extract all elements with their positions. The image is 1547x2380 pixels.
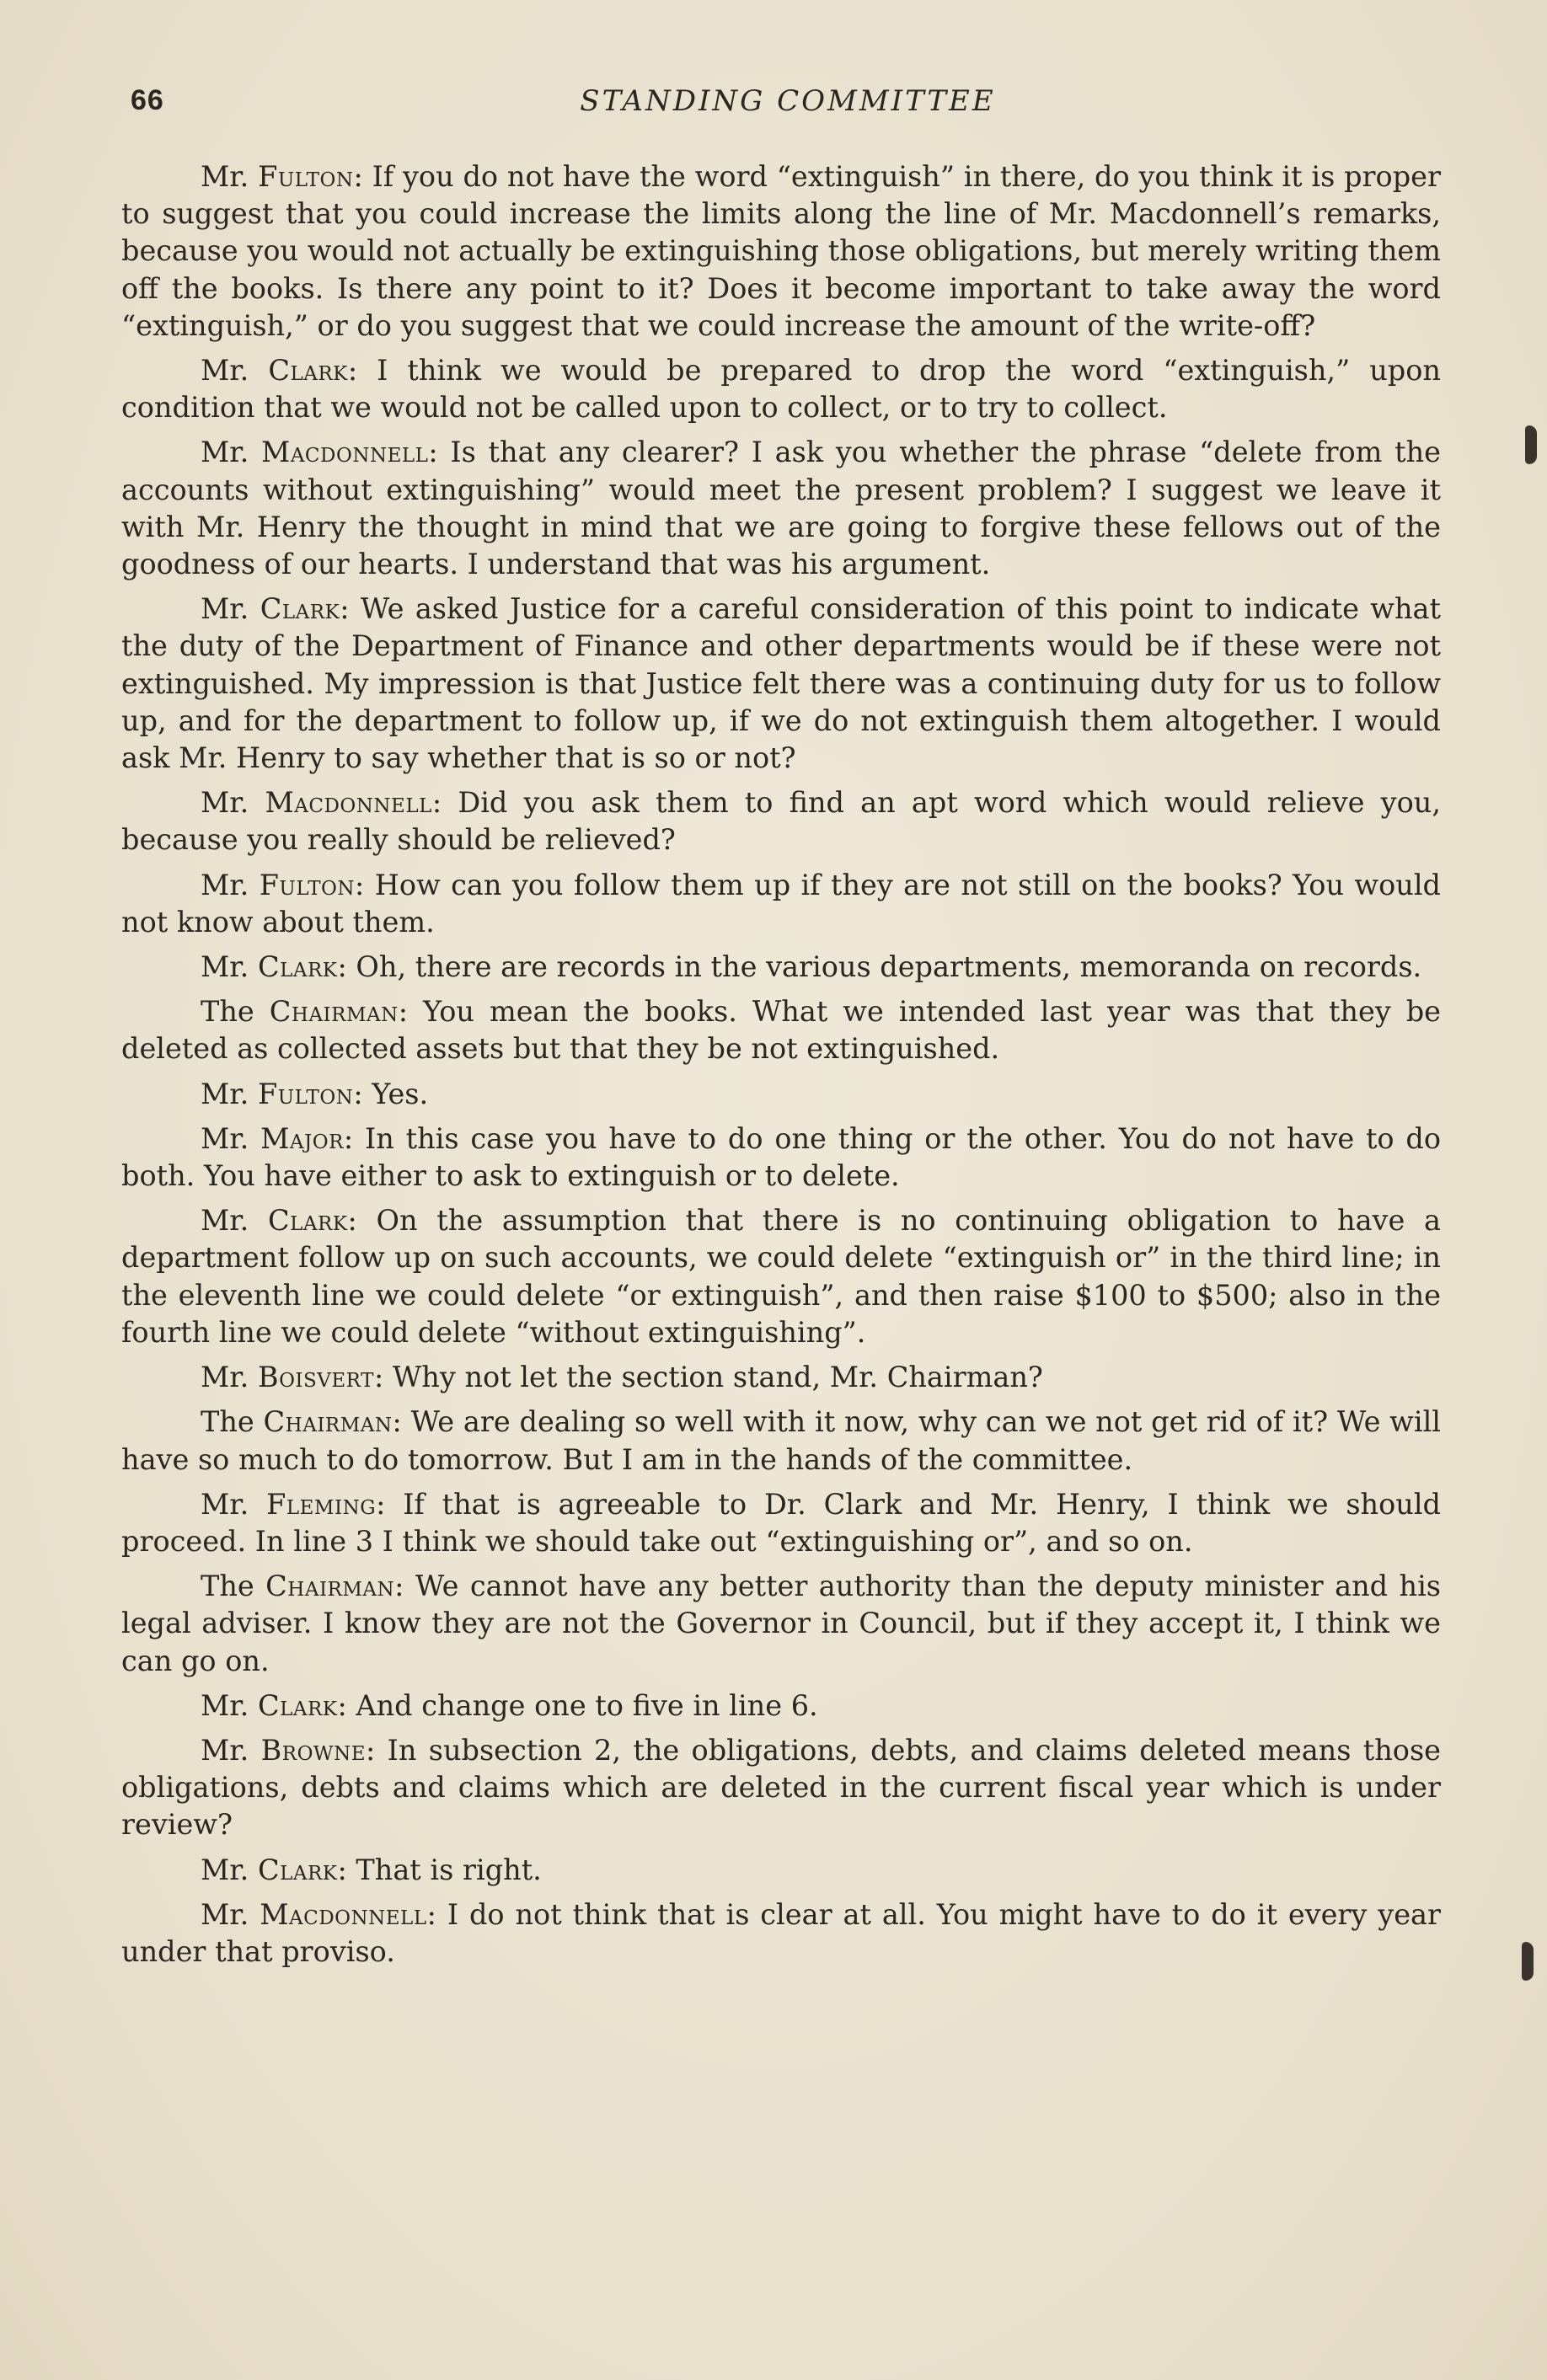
transcript-body xyxy=(121,158,1441,1978)
transcript-paragraph: Mr. Fulton: Yes. xyxy=(201,1077,429,1110)
binding-mark xyxy=(1522,1942,1534,1981)
speaker-title: Mr. xyxy=(201,950,249,984)
speech-text: If you do not have the word “extinguish” in there, do you think it is proper to suggest that you could increase the limits along the line of Mr. Macdonnell’s remarks, because you would not actually be extinguishing those obligations, but merely writing them off the books. Is there any point to it? Does it become important to take away the word “extinguish,” or do you suggest that we could increase the amount of the write-off? xyxy=(121,160,1441,342)
speech-text: How can you follow them up if they are not still on the books? You would not know about them. xyxy=(121,868,1442,939)
transcript-paragraph: Mr. Major: In this case you have to do one thing or the other. You do not have to do both. You have either to ask to extinguish or to delete. xyxy=(121,1121,1441,1193)
speech-text: In this case you have to do one thing or the other. You do not have to do both. You have either to ask to extinguish or to delete. xyxy=(121,1121,1441,1193)
speech-text: And change one to five in line 6. xyxy=(356,1688,818,1722)
speech-text: We asked Justice for a careful consideration of this point to indicate what the duty of the Department of Finance and other departments would be if these were not extinguished. My impression is that Justice felt there was a continuing duty for us to follow up, and for the department to follow up, if we do not extinguish them altogether. I would ask Mr. Henry to say whether that is so or not? xyxy=(121,592,1441,775)
transcript-paragraph: Mr. Clark: We asked Justice for a careful consideration of this point to indicate what the duty of the Department of Finance and other departments would be if these were not extinguished. My impression is that Justice felt there was a continuing duty for us to follow up, and for the department to follow up, if we do not extinguish them altogether. I would ask Mr. Henry to say whether that is so or not? xyxy=(121,592,1441,775)
speech-text: That is right. xyxy=(356,1853,542,1886)
transcript-paragraph: Mr. Fulton: If you do not have the word “extinguish” in there, do you think it is proper to suggest that you could increase the limits along the line of Mr. Macdonnell’s remarks, because you would not actually be extinguishing those obligations, but merely writing them off the books. Is there any point to it? Does it become important to take away the word “extinguish,” or do you suggest that we could increase the amount of the write-off? xyxy=(121,160,1441,342)
speaker-name: Clark xyxy=(268,354,348,388)
speaker-title: Mr. xyxy=(201,1733,249,1767)
page-header xyxy=(131,84,1445,135)
speaker-title: Mr. xyxy=(201,592,249,626)
transcript-paragraph: Mr. Clark: That is right. xyxy=(201,1853,542,1886)
speaker-title: Mr. xyxy=(201,354,249,388)
speaker-name: Clark xyxy=(268,1204,348,1238)
transcript-paragraph: Mr. Clark: On the assumption that there is no continuing obligation to have a department follow up on such accounts, we could delete “extinguish or” in the third line; in the eleventh line we could delete “or extinguish”, and then raise $100 to $500; also in the fourth line we could delete “without extinguishing”. xyxy=(121,1204,1441,1349)
speaker-name: Macdonnell xyxy=(265,786,432,820)
speaker-title: Mr. xyxy=(201,1121,249,1155)
speaker-title: The xyxy=(201,1405,254,1439)
page-number: 66 xyxy=(131,84,164,116)
speech-text: If that is agreeable to Dr. Clark and Mr. Henry, I think we should proceed. In line 3 I think we should take out “extinguishing or”, and so on. xyxy=(121,1487,1441,1558)
speaker-title: Mr. xyxy=(201,1204,249,1238)
speaker-title: The xyxy=(201,995,254,1029)
speaker-name: Chairman xyxy=(265,1570,395,1603)
transcript-paragraph: The Chairman: We cannot have any better authority than the deputy minister and his legal adviser. I know they are not the Governor in Council, but if they accept it, I think we can go on. xyxy=(121,1570,1441,1677)
transcript-paragraph: Mr. Clark: I think we would be prepared to drop the word “extinguish,” upon condition that we would not be called upon to collect, or to try to collect. xyxy=(121,354,1441,425)
speaker-title: Mr. xyxy=(201,1853,249,1886)
speech-text: We cannot have any better authority than the deputy minister and his legal adviser. I know they are not the Governor in Council, but if they accept it, I think we can go on. xyxy=(121,1570,1441,1677)
speaker-name: Chairman xyxy=(269,995,399,1029)
transcript-paragraph: The Chairman: We are dealing so well with it now, why can we not get rid of it? We will have so much to do tomorrow. But I am in the hands of the committee. xyxy=(121,1405,1442,1476)
speaker-name: Fulton xyxy=(258,160,354,193)
running-head: STANDING COMMITTEE xyxy=(580,84,996,118)
speech-text: Oh, there are records in the various departments, memoranda on records. xyxy=(356,950,1422,984)
speaker-name: Major xyxy=(260,1121,344,1155)
transcript-paragraph: Mr. Macdonnell: Is that any clearer? I ask you whether the phrase “delete from the accounts without extinguishing” would meet the present problem? I suggest we leave it with Mr. Henry the thought in mind that we are going to forgive these fellows out of the goodness of our hearts. I understand that was his argument. xyxy=(121,436,1441,581)
speaker-name: Clark xyxy=(257,1853,338,1886)
transcript-paragraph: Mr. Fleming: If that is agreeable to Dr. Clark and Mr. Henry, I think we should proceed. In line 3 I think we should take out “extinguishing or”, and so on. xyxy=(121,1487,1441,1558)
transcript-paragraph: Mr. Clark: Oh, there are records in the various departments, memoranda on records. xyxy=(201,950,1422,984)
speaker-title: Mr. xyxy=(201,1487,249,1521)
speech-text: Did you ask them to find an apt word which would relieve you, because you really should be relieved? xyxy=(121,786,1441,857)
speaker-title: Mr. xyxy=(201,1077,249,1110)
speaker-name: Boisvert xyxy=(257,1361,374,1394)
speech-text: We are dealing so well with it now, why can we not get rid of it? We will have so much to do tomorrow. But I am in the hands of the committee. xyxy=(121,1405,1442,1476)
transcript-paragraph: Mr. Fulton: How can you follow them up if they are not still on the books? You would not know about them. xyxy=(121,868,1442,939)
speech-text: Why not let the section stand, Mr. Chairman? xyxy=(392,1361,1043,1394)
speech-text: Is that any clearer? I ask you whether the phrase “delete from the accounts without extinguishing” would meet the present problem? I suggest we leave it with Mr. Henry the thought in mind that we are going to forgive these fellows out of the goodness of our hearts. I understand that was his argument. xyxy=(121,436,1441,581)
speaker-name: Macdonnell xyxy=(260,1897,427,1931)
speaker-name: Chairman xyxy=(263,1405,393,1439)
speaker-title: Mr. xyxy=(201,436,249,469)
transcript-paragraph: The Chairman: You mean the books. What we intended last year was that they be deleted as collected assets but that they be not extinguished. xyxy=(121,995,1442,1066)
transcript-paragraph: Mr. Clark: And change one to five in line 6. xyxy=(201,1688,818,1722)
speech-text: In subsection 2, the obligations, debts, and claims deleted means those obligations, debts and claims which are deleted in the current fiscal year which is under review? xyxy=(121,1733,1441,1842)
speaker-name: Fulton xyxy=(259,868,356,901)
transcript-paragraph: Mr. Browne: In subsection 2, the obligations, debts, and claims deleted means those obligations, debts and claims which are deleted in the current fiscal year which is under review? xyxy=(121,1733,1441,1842)
speaker-name: Clark xyxy=(260,592,340,626)
speaker-name: Macdonnell xyxy=(261,436,429,469)
speaker-title: Mr. xyxy=(201,1688,249,1722)
transcript-paragraph: Mr. Boisvert: Why not let the section stand, Mr. Chairman? xyxy=(201,1361,1043,1394)
transcript-paragraph: Mr. Macdonnell: Did you ask them to find an apt word which would relieve you, because you really should be relieved? xyxy=(121,786,1441,857)
speaker-title: Mr. xyxy=(201,1897,249,1931)
speaker-title: The xyxy=(201,1570,254,1603)
binding-mark xyxy=(1525,425,1537,464)
speaker-name: Clark xyxy=(257,1688,338,1722)
speaker-title: Mr. xyxy=(201,160,249,193)
speaker-name: Fulton xyxy=(257,1077,354,1110)
speech-text: I do not think that is clear at all. You might have to do it every year under that proviso. xyxy=(121,1897,1441,1968)
speech-text: Yes. xyxy=(372,1077,429,1110)
speaker-title: Mr. xyxy=(201,786,249,820)
speech-text: You mean the books. What we intended last year was that they be deleted as collected assets but that they be not extinguished. xyxy=(121,995,1442,1066)
speaker-title: Mr. xyxy=(201,1361,249,1394)
transcript-paragraph: Mr. Macdonnell: I do not think that is clear at all. You might have to do it every year under that proviso. xyxy=(121,1897,1441,1968)
speech-text: On the assumption that there is no continuing obligation to have a department follow up on such accounts, we could delete “extinguish or” in the third line; in the eleventh line we could delete “or extinguish”, and then raise $100 to $500; also in the fourth line we could delete “without extinguishing”. xyxy=(121,1204,1441,1349)
speaker-name: Clark xyxy=(257,950,338,984)
speaker-name: Fleming xyxy=(266,1487,377,1521)
speech-text: I think we would be prepared to drop the word “extinguish,” upon condition that we would not be called upon to collect, or to try to collect. xyxy=(121,354,1441,425)
speaker-name: Browne xyxy=(260,1733,366,1767)
speaker-title: Mr. xyxy=(201,868,249,901)
